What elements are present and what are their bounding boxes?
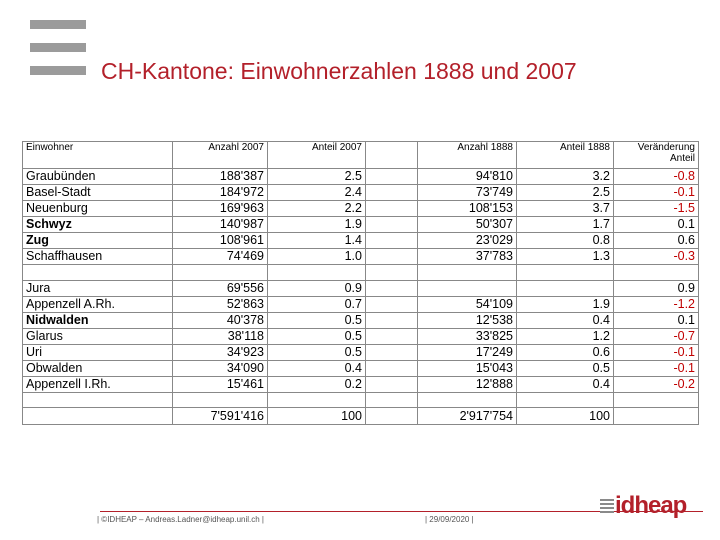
empty-cell (366, 312, 418, 328)
canton-name: Uri (23, 344, 173, 360)
table-row-blank (23, 265, 699, 281)
table-row-total (23, 408, 699, 425)
anzahl-2007-cell: 52'863 (173, 296, 268, 312)
empty-cell (366, 360, 418, 376)
veraenderung-cell: 0.1 (614, 312, 699, 328)
empty-cell (614, 408, 699, 425)
anzahl-2007-cell: 188'387 (173, 169, 268, 185)
table-row (23, 217, 699, 233)
empty-cell (366, 185, 418, 201)
veraenderung-cell: 0.1 (614, 217, 699, 233)
veraenderung-cell: -1.5 (614, 201, 699, 217)
anteil-2007-cell: 0.2 (268, 376, 366, 392)
veraenderung-cell: -0.8 (614, 169, 699, 185)
anzahl-2007-cell: 34'090 (173, 360, 268, 376)
header-anzahl-1888: Anzahl 1888 (418, 142, 517, 169)
table-cell (614, 265, 699, 281)
anteil-1888-cell: 1.9 (517, 296, 614, 312)
anzahl-2007-cell: 108'961 (173, 233, 268, 249)
anzahl-2007-cell: 74'469 (173, 249, 268, 265)
anteil-1888-cell: 0.8 (517, 233, 614, 249)
table-row (23, 360, 699, 376)
veraenderung-cell: 0.6 (614, 233, 699, 249)
anteil-1888-cell: 1.7 (517, 217, 614, 233)
table-row (23, 185, 699, 201)
anteil-1888-cell: 0.4 (517, 376, 614, 392)
empty-cell (366, 280, 418, 296)
footer-date: | 29/09/2020 | (425, 515, 474, 524)
canton-name: Appenzell I.Rh. (23, 376, 173, 392)
veraenderung-cell: 0.9 (614, 280, 699, 296)
anzahl-1888-cell: 12'538 (418, 312, 517, 328)
anzahl-1888-cell: 17'249 (418, 344, 517, 360)
anteil-2007-cell: 1.9 (268, 217, 366, 233)
header-einwohner: Einwohner (23, 142, 173, 169)
header-anteil-2007: Anteil 2007 (268, 142, 366, 169)
anzahl-1888-cell: 33'825 (418, 328, 517, 344)
anteil-2007-cell: 1.4 (268, 233, 366, 249)
anteil-2007-cell: 2.2 (268, 201, 366, 217)
table-row (23, 328, 699, 344)
canton-name: Schaffhausen (23, 249, 173, 265)
table-row (23, 376, 699, 392)
table-row (23, 201, 699, 217)
anzahl-2007-cell: 69'556 (173, 280, 268, 296)
canton-name: Jura (23, 280, 173, 296)
anzahl-1888-cell: 94'810 (418, 169, 517, 185)
empty-cell (366, 233, 418, 249)
anteil-2007-cell: 0.5 (268, 344, 366, 360)
anzahl-1888-cell: 73'749 (418, 185, 517, 201)
anteil-1888-cell (517, 280, 614, 296)
canton-name: Zug (23, 233, 173, 249)
table-row (23, 233, 699, 249)
brand-word: idheap (615, 492, 687, 519)
empty-cell (366, 201, 418, 217)
veraenderung-cell: -1.2 (614, 296, 699, 312)
anteil-1888-cell: 1.3 (517, 249, 614, 265)
empty-cell (366, 169, 418, 185)
table-cell (517, 392, 614, 408)
table-cell (23, 392, 173, 408)
table-row (23, 169, 699, 185)
table-row (23, 249, 699, 265)
header-empty (366, 142, 418, 169)
table-cell (173, 392, 268, 408)
table-row (23, 312, 699, 328)
anzahl-2007-cell: 140'987 (173, 217, 268, 233)
empty-cell (366, 249, 418, 265)
table-row (23, 344, 699, 360)
population-table (22, 141, 699, 425)
table-cell (418, 392, 517, 408)
table-row-blank (23, 392, 699, 408)
anteil-2007-cell: 0.5 (268, 328, 366, 344)
logo-lines-icon (600, 497, 614, 515)
anteil-2007-cell: 2.5 (268, 169, 366, 185)
total-a2007-cell: 7'591'416 (173, 408, 268, 425)
empty-cell (366, 408, 418, 425)
veraenderung-cell: -0.7 (614, 328, 699, 344)
anzahl-1888-cell: 50'307 (418, 217, 517, 233)
anteil-1888-cell: 3.7 (517, 201, 614, 217)
canton-name: Schwyz (23, 217, 173, 233)
table-cell (517, 265, 614, 281)
anteil-1888-cell: 0.6 (517, 344, 614, 360)
table-cell (23, 265, 173, 281)
veraenderung-cell: -0.2 (614, 376, 699, 392)
canton-name: Graubünden (23, 169, 173, 185)
anteil-1888-cell: 0.5 (517, 360, 614, 376)
total-p1888-cell: 100 (517, 408, 614, 425)
anzahl-2007-cell: 184'972 (173, 185, 268, 201)
veraenderung-cell: -0.1 (614, 360, 699, 376)
veraenderung-cell: -0.3 (614, 249, 699, 265)
canton-name: Basel-Stadt (23, 185, 173, 201)
anteil-2007-cell: 2.4 (268, 185, 366, 201)
footer-copyright: | ©IDHEAP – Andreas.Ladner@idheap.unil.ch | (97, 515, 265, 524)
anzahl-1888-cell: 23'029 (418, 233, 517, 249)
empty-cell (23, 408, 173, 425)
canton-name: Glarus (23, 328, 173, 344)
anteil-1888-cell: 0.4 (517, 312, 614, 328)
table-row (23, 296, 699, 312)
anzahl-1888-cell: 54'109 (418, 296, 517, 312)
anteil-2007-cell: 0.9 (268, 280, 366, 296)
table-cell (268, 265, 366, 281)
empty-cell (366, 328, 418, 344)
anteil-1888-cell: 3.2 (517, 169, 614, 185)
canton-name: Nidwalden (23, 312, 173, 328)
canton-name: Obwalden (23, 360, 173, 376)
anzahl-2007-cell: 15'461 (173, 376, 268, 392)
idheap-logo (600, 492, 686, 520)
canton-name: Appenzell A.Rh. (23, 296, 173, 312)
anzahl-1888-cell: 37'783 (418, 249, 517, 265)
anteil-2007-cell: 1.0 (268, 249, 366, 265)
empty-cell (366, 296, 418, 312)
table-header-row (23, 142, 699, 169)
anzahl-1888-cell: 108'153 (418, 201, 517, 217)
anteil-2007-cell: 0.7 (268, 296, 366, 312)
anzahl-1888-cell (418, 280, 517, 296)
anteil-2007-cell: 0.5 (268, 312, 366, 328)
table-cell (366, 265, 418, 281)
anzahl-2007-cell: 40'378 (173, 312, 268, 328)
header-anteil-1888: Anteil 1888 (517, 142, 614, 169)
empty-cell (366, 376, 418, 392)
table-cell (366, 392, 418, 408)
anzahl-1888-cell: 15'043 (418, 360, 517, 376)
slide-title: CH-Kantone: Einwohnerzahlen 1888 und 2007 (101, 58, 577, 84)
anteil-2007-cell: 0.4 (268, 360, 366, 376)
header-veraenderung-anteil: Veränderung Anteil (614, 142, 699, 169)
veraenderung-cell: -0.1 (614, 185, 699, 201)
anzahl-1888-cell: 12'888 (418, 376, 517, 392)
anteil-1888-cell: 1.2 (517, 328, 614, 344)
table-row (23, 280, 699, 296)
anzahl-2007-cell: 38'118 (173, 328, 268, 344)
veraenderung-cell: -0.1 (614, 344, 699, 360)
empty-cell (366, 344, 418, 360)
empty-cell (366, 217, 418, 233)
anzahl-2007-cell: 169'963 (173, 201, 268, 217)
total-a1888-cell: 2'917'754 (418, 408, 517, 425)
total-p2007-cell: 100 (268, 408, 366, 425)
anteil-1888-cell: 2.5 (517, 185, 614, 201)
table-cell (268, 392, 366, 408)
canton-name: Neuenburg (23, 201, 173, 217)
header-anzahl-2007: Anzahl 2007 (173, 142, 268, 169)
table-cell (173, 265, 268, 281)
table-cell (418, 265, 517, 281)
table-cell (614, 392, 699, 408)
anzahl-2007-cell: 34'923 (173, 344, 268, 360)
